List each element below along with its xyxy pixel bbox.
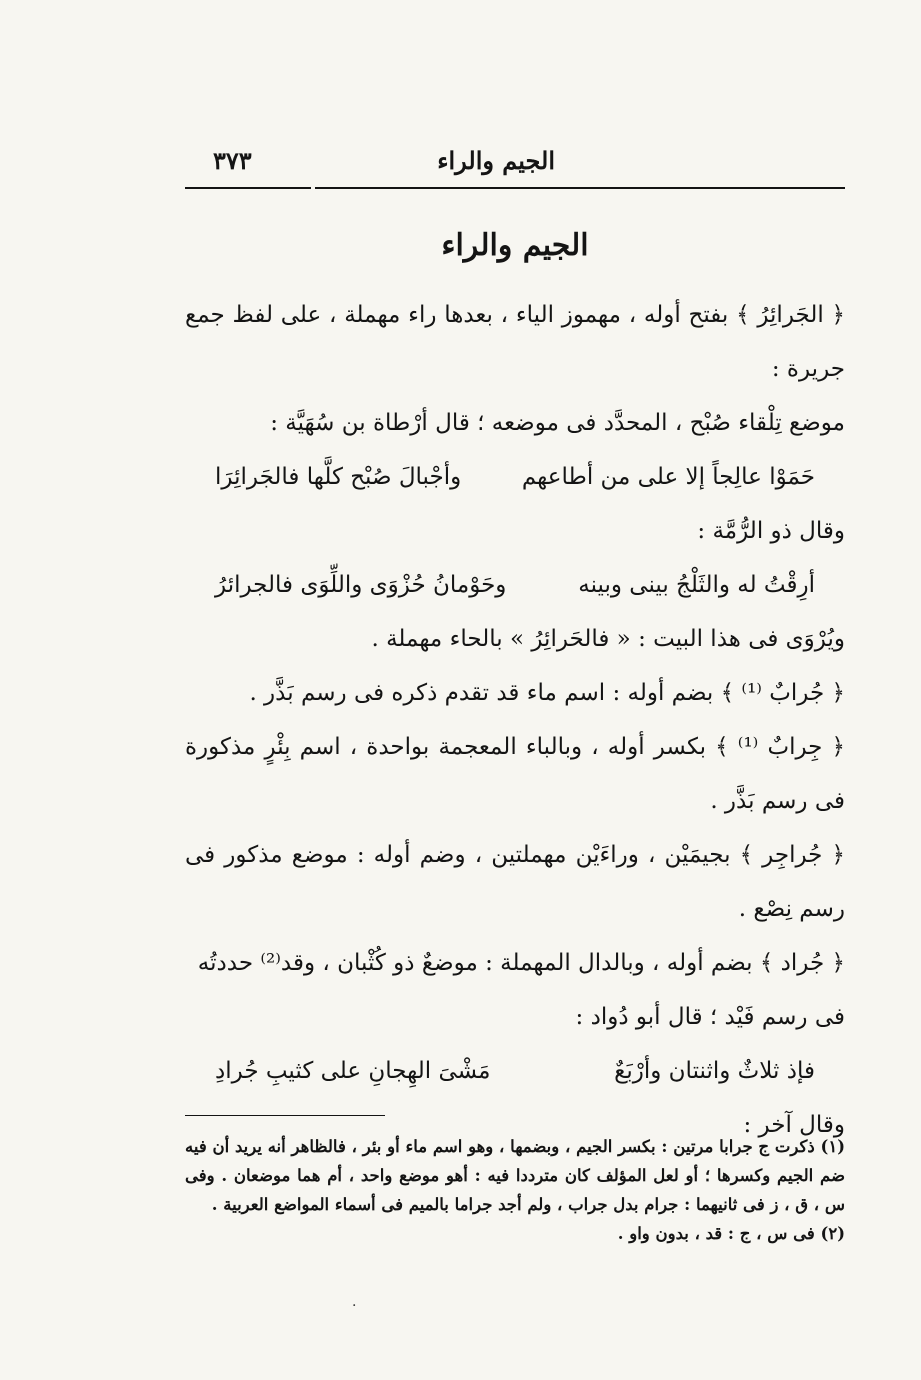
entry-jaraair-line-1: ﴿ الجَرائِرُ ﴾ بفتح أوله ، مهموز الياء ، بعدها راء مهملة ، على لفظ جمع جريرة : — [185, 302, 845, 382]
entry-juraad-line-3: وقال آخر : — [743, 1112, 845, 1138]
footnote-1: (١) ذكرت ج جرابا مرتين : بكسر الجيم ، وبضمها ، وهو اسم ماء أو بئر ، فالظاهر أنه يريد أن فيه ضم الجيم وكسرها ؛ أو لعل المؤلف كان مترددا فيه : أهو موضع واحد ، أم هما موضعان . وفى س ، ق ، ز فى ثانيهما : جرام بدل جراب ، ولم أجد جراما بالميم فى أسماء المواضع العربية . — [185, 1137, 845, 1214]
book-page — [185, 140, 845, 1320]
verse-3-second-hemistich: مَشْىَ الهِجانِ على كثيبِ جُرادِ — [215, 1058, 491, 1084]
verse-3 — [185, 1044, 845, 1098]
verse-1-first-hemistich: حَمَوْا عالِجاً إلا على من أطاعهم — [521, 464, 815, 490]
main-text — [185, 288, 845, 1152]
entry-juraad-line-2: فى رسم فَيْد ؛ قال أبو دُواد : — [575, 1004, 845, 1030]
entry-jaraair-line-4: ويُرْوَى فى هذا البيت : « فالحَرائِرُ » بالحاء مهملة . — [371, 626, 845, 652]
entry-jiraab: ﴿ جِرابٌ ⁽¹⁾ ﴾ بكسر أوله ، وبالباء المعجمة بواحدة ، اسم بِئْرٍ مذكورة فى رسم بَذَّر . — [185, 734, 845, 814]
page-header — [185, 140, 845, 190]
footnote-separator — [185, 1115, 385, 1116]
print-speck: · — [352, 1298, 357, 1314]
footnotes — [185, 1132, 845, 1248]
header-rule-right — [315, 187, 845, 189]
verse-1-second-hemistich: وأجْبالَ صُبْح كلَّها فالجَرائِرَا — [215, 464, 462, 490]
footnote-2: (٢) فى س ، ج : قد ، بدون واو . — [617, 1224, 845, 1243]
page-number: ٣٧٣ — [213, 146, 252, 175]
verse-3-first-hemistich: فإذ ثلاثٌ واثنتان وأرْبَعٌ — [614, 1058, 815, 1084]
section-title: الجيم والراء — [441, 228, 589, 263]
entry-juraab: ﴿ جُرابٌ ⁽¹⁾ ﴾ بضم أوله : اسم ماء قد تقدم ذكره فى رسم بَذَّر . — [249, 680, 845, 706]
header-rule-left — [185, 187, 311, 189]
entry-juraad-line-1: ﴿ جُراد ﴾ بضم أوله ، وبالدال المهملة : موضعٌ ذو كُثْبان ، وقد⁽²⁾ حددتُه — [197, 950, 845, 976]
verse-2 — [185, 558, 845, 612]
entry-jaraair-line-2: موضع تِلْقاء صُبْح ، المحدَّد فى موضعه ؛ قال أرْطاة بن سُهَيَّة : — [270, 410, 845, 436]
verse-1 — [185, 450, 845, 504]
entry-jaraair-line-3: وقال ذو الرُّمَّة : — [697, 518, 845, 544]
verse-2-second-hemistich: وحَوْمانُ حُزْوَى واللِّوَى فالجرائرُ — [215, 572, 507, 598]
entry-juraajir: ﴿ جُراجِر ﴾ بجيمَيْن ، وراءَيْن مهملتين ، وضم أوله : موضع مذكور فى رسم نِصْع . — [185, 842, 845, 922]
verse-2-first-hemistich: أرِقْتُ له والثَلْجُ بينى وبينه — [578, 572, 815, 598]
running-title: الجيم والراء — [437, 146, 555, 175]
